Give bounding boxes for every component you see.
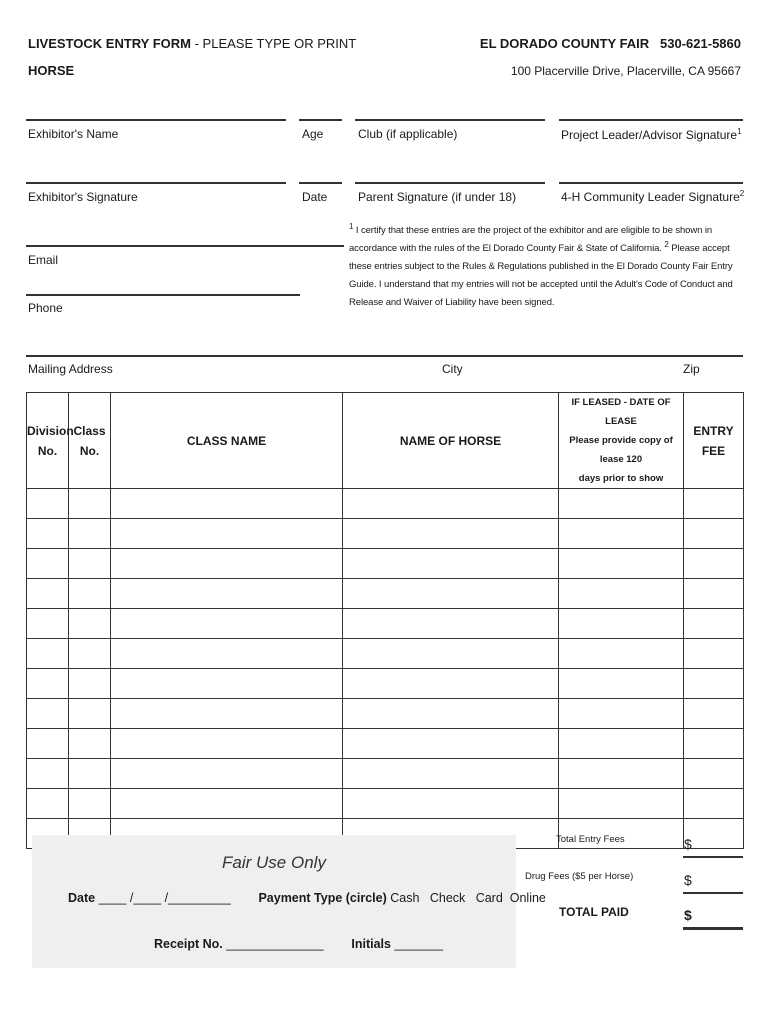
cell-division[interactable] (27, 489, 69, 519)
cell-horse-name[interactable] (343, 669, 559, 699)
cell-division[interactable] (27, 609, 69, 639)
footnote-1-marker: 1 (737, 127, 742, 136)
exhibitor-signature-label: Exhibitor's Signature (28, 190, 138, 204)
total-paid-label: TOTAL PAID (559, 905, 629, 919)
cell-horse-name[interactable] (343, 489, 559, 519)
cell-class-name[interactable] (111, 549, 343, 579)
parent-signature-label: Parent Signature (if under 18) (358, 190, 517, 204)
cell-class[interactable] (69, 549, 111, 579)
cell-class[interactable] (69, 729, 111, 759)
club-label: Club (if applicable) (358, 127, 458, 141)
col-entry-fee: ENTRY FEE (684, 393, 744, 489)
cell-horse-name[interactable] (343, 579, 559, 609)
date-label: Date (302, 190, 328, 204)
cell-division[interactable] (27, 699, 69, 729)
table-row (27, 579, 744, 609)
payment-type-label: Payment Type (circle) (258, 891, 387, 905)
table-row (27, 669, 744, 699)
payment-online[interactable]: Online (509, 891, 546, 905)
community-leader-line[interactable] (559, 182, 743, 184)
cell-lease-date[interactable] (559, 489, 684, 519)
col-class-line2: No. (79, 443, 100, 458)
payment-check[interactable]: Check (429, 891, 466, 905)
cert-sup-1: 1 (349, 221, 354, 231)
col-division (27, 393, 74, 489)
cell-class[interactable] (69, 609, 111, 639)
phone-line[interactable] (26, 294, 300, 296)
cell-entry-fee[interactable] (684, 579, 744, 609)
cell-horse-name[interactable] (343, 549, 559, 579)
email-line[interactable] (26, 245, 344, 247)
receipt-blank[interactable]: ______________ (226, 937, 324, 951)
cell-class[interactable] (69, 789, 111, 819)
cell-class-name[interactable] (111, 729, 343, 759)
cell-division[interactable] (27, 759, 69, 789)
cell-lease-date[interactable] (559, 669, 684, 699)
cell-division[interactable] (27, 729, 69, 759)
cell-entry-fee[interactable] (684, 519, 744, 549)
cell-horse-name[interactable] (343, 759, 559, 789)
cell-class[interactable] (69, 639, 111, 669)
drug-fees-currency: $ (684, 872, 692, 888)
email-label: Email (28, 253, 59, 267)
cell-class-name[interactable] (111, 579, 343, 609)
cell-entry-fee[interactable] (684, 789, 744, 819)
age-label: Age (302, 127, 324, 141)
fair-use-row-receipt (154, 937, 443, 951)
project-leader-line[interactable] (559, 119, 743, 121)
drug-fees-label: Drug Fees ($5 per Horse) (525, 871, 634, 882)
table-row (27, 609, 744, 639)
cell-horse-name[interactable] (343, 639, 559, 669)
cert-text-1: I certify that these entries are the project of the exhibitor and are eligible to be shown in accordance with the rules of the El Dorado County Fair & State of California. (349, 225, 713, 254)
table-row (27, 759, 744, 789)
cell-lease-date[interactable] (559, 789, 684, 819)
form-title-line (28, 36, 356, 51)
category-label: HORSE (28, 63, 75, 78)
initials-label: Initials (351, 937, 391, 951)
cell-entry-fee[interactable] (684, 669, 744, 699)
cell-entry-fee[interactable] (684, 699, 744, 729)
cell-division[interactable] (27, 669, 69, 699)
table-row (27, 699, 744, 729)
table-row (27, 549, 744, 579)
phone-label: Phone (28, 301, 63, 315)
city-label: City (442, 362, 463, 376)
cell-lease-date[interactable] (559, 699, 684, 729)
col-class-name: CLASS NAME (111, 393, 343, 489)
cell-lease-date[interactable] (559, 729, 684, 759)
cell-lease-date[interactable] (559, 549, 684, 579)
club-line[interactable] (355, 119, 545, 121)
col-lease (559, 393, 684, 489)
total-entry-fees-label: Total Entry Fees (556, 834, 625, 845)
org-heading (480, 36, 741, 51)
cell-entry-fee[interactable] (684, 489, 744, 519)
cell-class-name[interactable] (111, 699, 343, 729)
col-horse-name: NAME OF HORSE (343, 393, 559, 489)
cell-horse-name[interactable] (343, 519, 559, 549)
cell-class[interactable] (69, 489, 111, 519)
cell-lease-date[interactable] (559, 519, 684, 549)
exhibitor-signature-line[interactable] (26, 182, 286, 184)
cell-division[interactable] (27, 579, 69, 609)
exhibitor-name-label: Exhibitor's Name (28, 127, 119, 141)
form-subtitle: - PLEASE TYPE OR PRINT (191, 36, 357, 51)
cert-text-2: Please accept these entries subject to the Rules & Regulations published in the El Dorado County Fair Entry Guide. I understand that my entries will not be accepted until the Adult's Code of Conduct and Release and Waiver of Liability have been signed. (349, 243, 733, 308)
form-title: LIVESTOCK ENTRY FORM (28, 36, 191, 51)
cell-lease-date[interactable] (559, 759, 684, 789)
cell-division[interactable] (27, 789, 69, 819)
mailing-address-line[interactable] (26, 355, 743, 357)
cell-class-name[interactable] (111, 789, 343, 819)
table-row (27, 639, 744, 669)
fair-date-label: Date (68, 891, 96, 905)
cell-horse-name[interactable] (343, 789, 559, 819)
cell-class-name[interactable] (111, 639, 343, 669)
community-leader-field (561, 190, 744, 204)
col-class-line1: Class (73, 423, 106, 438)
date-line[interactable] (299, 182, 342, 184)
cell-horse-name[interactable] (343, 729, 559, 759)
col-division-line1: Division (27, 423, 74, 438)
fair-use-title: Fair Use Only (222, 853, 326, 872)
footnote-2-marker: 2 (739, 189, 745, 198)
fair-use-row-date-payment (68, 891, 546, 905)
cell-lease-date[interactable] (559, 579, 684, 609)
col-division-line2: No. (37, 443, 58, 458)
receipt-label: Receipt No. (154, 937, 223, 951)
cell-class[interactable] (69, 759, 111, 789)
drug-fees-line[interactable] (683, 892, 743, 894)
org-name: EL DORADO COUNTY FAIR (479, 36, 650, 51)
table-header-row (27, 393, 744, 489)
cell-class[interactable] (69, 669, 111, 699)
fair-use-box (32, 835, 546, 968)
age-line[interactable] (299, 119, 342, 121)
col-lease-line1: IF LEASED - DATE OF LEASE (571, 397, 671, 427)
table-row (27, 519, 744, 549)
cell-lease-date[interactable] (559, 639, 684, 669)
certification-text (349, 222, 741, 312)
cell-class-name[interactable] (111, 669, 343, 699)
total-entry-fees-line[interactable] (683, 856, 743, 858)
cell-class-name[interactable] (111, 519, 343, 549)
cell-entry-fee[interactable] (684, 609, 744, 639)
col-lease-line3: days prior to show (578, 473, 664, 484)
parent-signature-line[interactable] (355, 182, 545, 184)
cell-entry-fee[interactable] (684, 819, 744, 849)
table-row (27, 729, 744, 759)
org-phone: 530-621-5860 (660, 36, 741, 51)
cell-class-name[interactable] (111, 489, 343, 519)
cell-class[interactable] (69, 579, 111, 609)
cell-class[interactable] (69, 519, 111, 549)
table-row (27, 489, 744, 519)
initials-blank[interactable]: _______ (394, 937, 444, 951)
table-row (27, 789, 744, 819)
cell-class[interactable] (69, 699, 111, 729)
cell-entry-fee[interactable] (684, 729, 744, 759)
col-lease-line2: Please provide copy of lease 120 (569, 435, 673, 465)
cell-entry-fee[interactable] (684, 639, 744, 669)
total-paid-line[interactable] (683, 927, 743, 930)
entries-table (26, 392, 744, 849)
col-class (69, 393, 111, 489)
cert-sup-2: 2 (664, 239, 669, 249)
cell-entry-fee[interactable] (684, 549, 744, 579)
cell-class-name[interactable] (111, 609, 343, 639)
cell-division[interactable] (27, 639, 69, 669)
exhibitor-name-line[interactable] (26, 119, 286, 121)
project-leader-field (561, 128, 742, 142)
cell-class-name[interactable] (111, 759, 343, 789)
cell-horse-name[interactable] (343, 699, 559, 729)
cell-division[interactable] (27, 549, 69, 579)
cell-lease-date[interactable] (559, 609, 684, 639)
project-leader-label: Project Leader/Advisor Signature (561, 128, 738, 142)
total-entry-fees-currency: $ (684, 836, 692, 852)
cell-horse-name[interactable] (343, 609, 559, 639)
payment-cash[interactable]: Cash (390, 891, 420, 905)
org-address: 100 Placerville Drive, Placerville, CA 95667 (510, 64, 741, 78)
payment-card[interactable]: Card (475, 891, 503, 905)
cell-division[interactable] (27, 519, 69, 549)
community-leader-label: 4-H Community Leader Signature (561, 190, 740, 204)
total-paid-currency: $ (684, 907, 692, 923)
fair-date-blank[interactable]: ____ /____ /_________ (98, 891, 231, 905)
cell-entry-fee[interactable] (684, 759, 744, 789)
mailing-address-label: Mailing Address (28, 362, 113, 376)
zip-label: Zip (683, 362, 700, 376)
